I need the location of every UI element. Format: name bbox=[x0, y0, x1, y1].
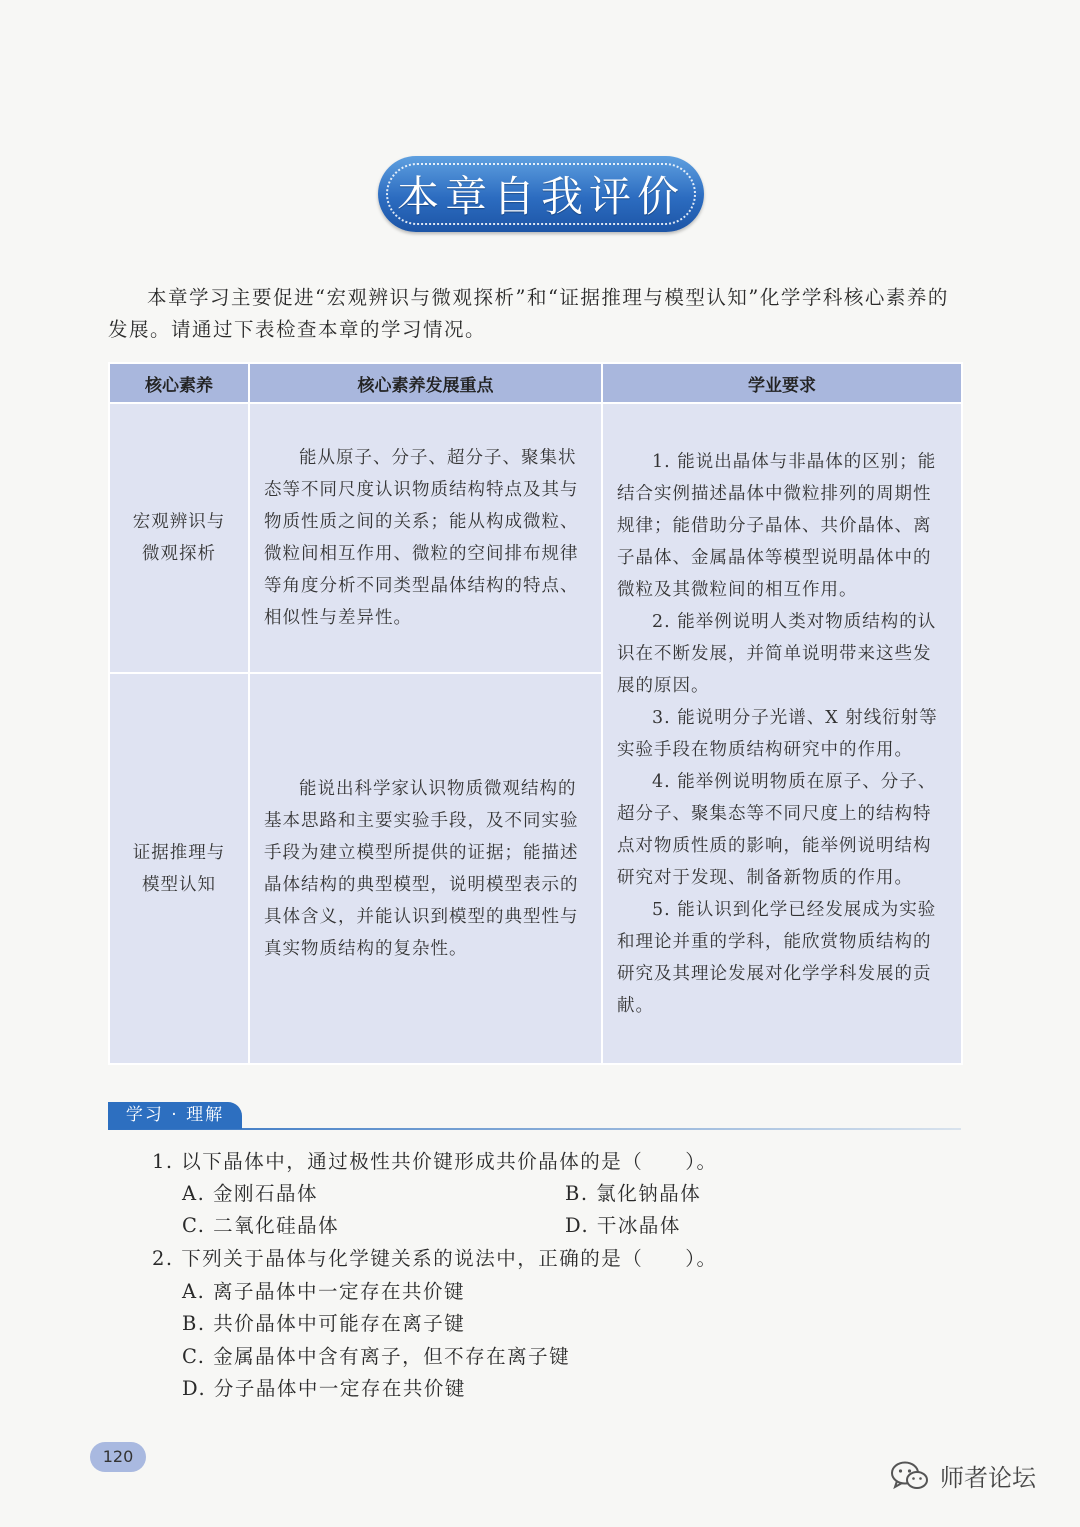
chapter-title: 本章自我评价 bbox=[396, 172, 685, 221]
focus-cell bbox=[249, 403, 602, 673]
table-row bbox=[109, 403, 962, 673]
title-dotted-border bbox=[386, 163, 696, 225]
question-option: A. 金刚石晶体 bbox=[182, 1182, 318, 1205]
focus-text: 能从原子、分子、超分子、聚集状态等不同尺度认识物质结构特点及其与物质性质之间的关系；能从构成微粒、微粒间相互作用、微粒的空间排布规律等角度分析不同类型晶体结构的特点、相似性与差异性。 bbox=[264, 448, 579, 628]
requirement-item: 1. 能说出晶体与非晶体的区别；能结合实例描述晶体中微粒排列的周期性规律；能借助分子晶体、共价晶体、离子晶体、金属晶体等模型说明晶体中的微粒及其微粒间的相互作用。 bbox=[617, 451, 937, 600]
question-option: A. 离子晶体中一定存在共价键 bbox=[182, 1280, 465, 1303]
question-option: D. 干冰晶体 bbox=[565, 1214, 681, 1237]
requirement-item: 3. 能说明分子光谱、X 射线衍射等实验手段在物质结构研究中的作用。 bbox=[617, 707, 938, 760]
section-label: 学习 · 理解 bbox=[108, 1102, 242, 1129]
requirement-item: 2. 能举例说明人类对物质结构的认识在不断发展，并简单说明带来这些发展的原因。 bbox=[617, 611, 937, 696]
question-option: B. 共价晶体中可能存在离子键 bbox=[182, 1312, 466, 1335]
intro-paragraph: 本章学习主要促进“宏观辨识与微观探析”和“证据推理与模型认知”化学学科核心素养的发展。请通过下表检查本章的学习情况。 bbox=[108, 286, 949, 341]
question-stem: 2. 下列关于晶体与化学键关系的说法中，正确的是（ ）。 bbox=[152, 1247, 718, 1270]
page-number: 120 bbox=[90, 1442, 146, 1472]
table-header-row bbox=[109, 363, 962, 403]
requirements-cell bbox=[602, 403, 962, 1064]
header-development-focus: 核心素养发展重点 bbox=[249, 363, 602, 403]
category-cell bbox=[109, 673, 249, 1064]
chapter-title-banner bbox=[378, 156, 704, 232]
question-option: B. 氯化钠晶体 bbox=[565, 1182, 702, 1205]
watermark bbox=[890, 1458, 1036, 1493]
section-divider bbox=[108, 1128, 961, 1130]
requirement-item: 5. 能认识到化学已经发展成为实验和理论并重的学科，能欣赏物质结构的研究及其理论发展对化学学科发展的贡献。 bbox=[617, 899, 937, 1016]
requirement-item: 4. 能举例说明物质在原子、分子、超分子、聚集态等不同尺度上的结构特点对物质性质的影响，能举例说明结构研究对于发现、制备新物质的作用。 bbox=[617, 771, 937, 888]
focus-cell bbox=[249, 673, 602, 1064]
category-text: 宏观辨识与微观探析 bbox=[132, 512, 226, 564]
category-cell bbox=[109, 403, 249, 673]
evaluation-table bbox=[108, 362, 963, 1065]
header-academic-requirements: 学业要求 bbox=[602, 363, 962, 403]
question-stem: 1. 以下晶体中，通过极性共价键形成共价晶体的是（ ）。 bbox=[152, 1150, 718, 1173]
watermark-text: 师者论坛 bbox=[940, 1464, 1036, 1492]
header-core-literacy: 核心素养 bbox=[109, 363, 249, 403]
focus-text: 能说出科学家认识物质微观结构的基本思路和主要实验手段，及不同实验手段为建立模型所提供的证据；能描述晶体结构的典型模型，说明模型表示的具体含义，并能认识到模型的典型性与真实物质结构的复杂性。 bbox=[264, 778, 579, 959]
wechat-icon bbox=[890, 1460, 930, 1492]
category-text: 证据推理与模型认知 bbox=[132, 842, 226, 895]
question-option: C. 二氧化硅晶体 bbox=[182, 1214, 340, 1237]
question-option: D. 分子晶体中一定存在共价键 bbox=[182, 1377, 466, 1400]
question-option: C. 金属晶体中含有离子，但不存在离子键 bbox=[182, 1345, 571, 1368]
